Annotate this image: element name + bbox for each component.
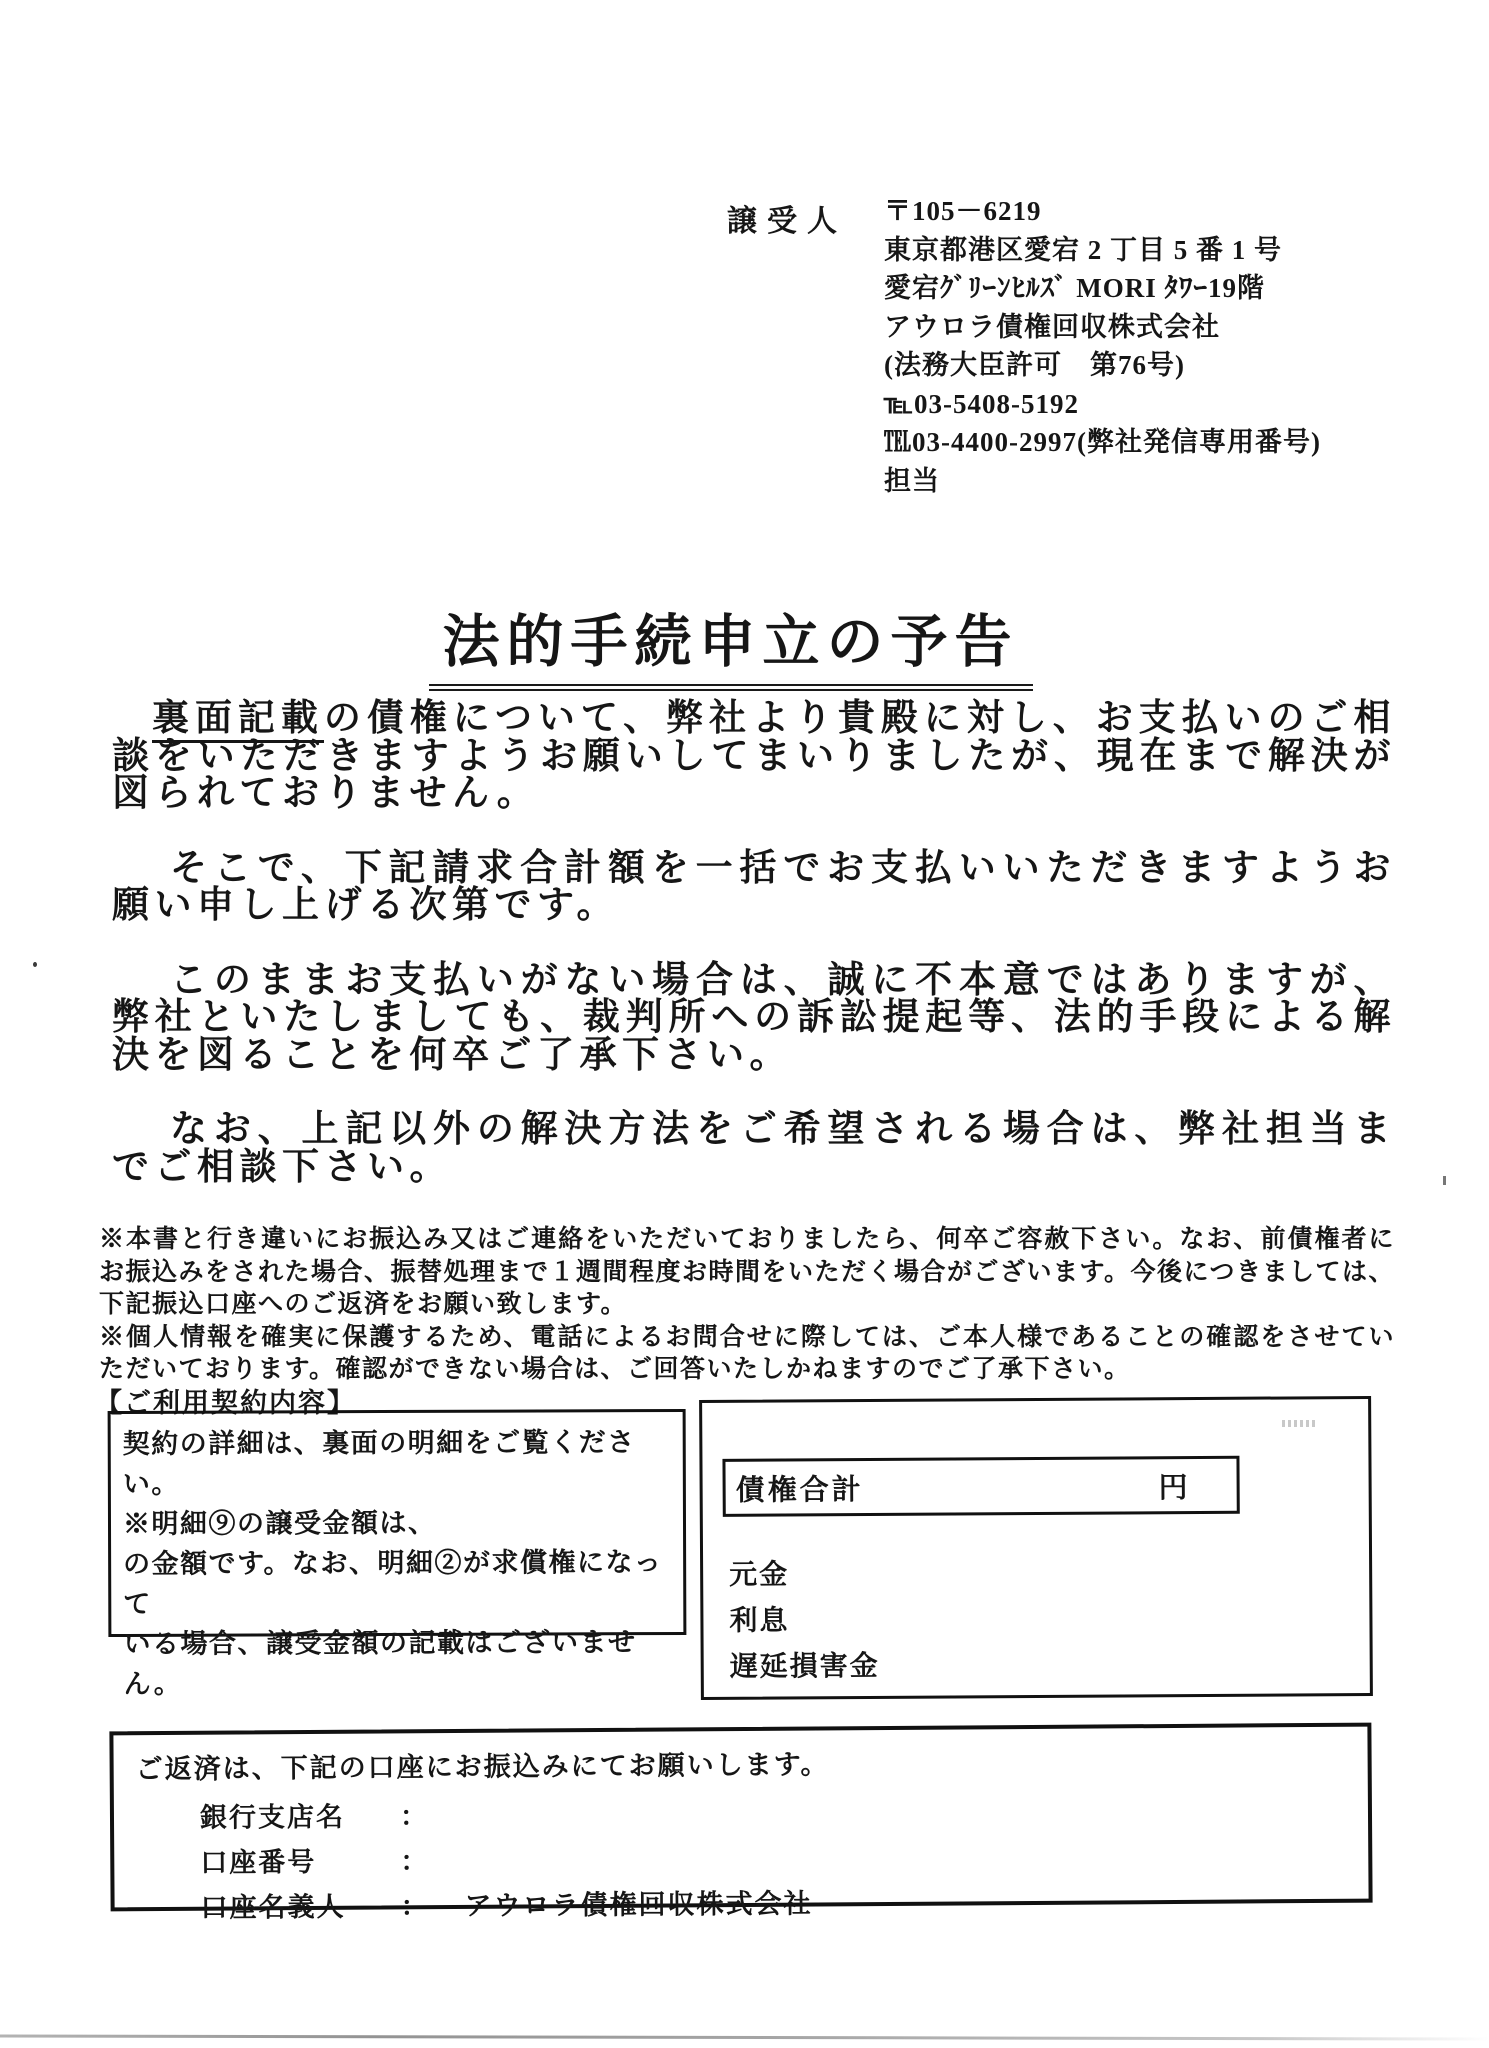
contract-detail-line: の金額です。なお、明細②が求償権になって [123,1547,663,1619]
claim-total-row [722,1456,1239,1517]
contract-detail-line: いる場合、譲受金額の記載はございません。 [123,1627,637,1699]
account-holder-label: 口座名義人 [200,1891,346,1923]
claim-item-late-damages: 遅延損害金 [729,1650,880,1683]
license-number: (法務大臣許可 第76号) [884,350,1185,380]
claim-item-interest: 利息 [729,1605,790,1637]
bank-branch-label: 銀行支店名 [199,1801,346,1833]
bank-transfer-box [109,1723,1372,1923]
scan-smudge [1282,1420,1316,1427]
company-name: アウロラ債権回収株式会社 [884,311,1220,342]
bank-branch-colon: ： [399,1801,430,1832]
account-number-label: 口座番号 [200,1846,317,1878]
contract-detail-box [108,1409,687,1699]
paragraph-3: このままお支払いがない場合は、誠に不本意ではありますが、弊社といたしましても、裁判所への訴訟提起等、法的手段による解決を図ることを何卒ご了承下さい。 [112,959,1396,1076]
contract-section-heading: 【ご利用契約内容】 [95,1388,356,1418]
paragraph-2: そこで、下記請求合計額を一括でお支払いいただきますようお願い申し上げる次第です。 [112,847,1396,926]
scan-edge-line [0,2034,1489,2040]
account-number-colon: ： [400,1846,430,1877]
contact-label: 担当 [884,465,940,496]
paragraph-4: なお、上記以外の解決方法をご希望される場合は、弊社担当までご相談下さい。 [112,1109,1396,1188]
postal-code: 〒105－6219 [884,196,1042,226]
bank-row-account-number [200,1837,1368,1876]
note-2: ※個人情報を確実に保護するため、電話によるお問合せに際しては、ご本人様であることの確認をさせていただいております。確認ができない場合は、ご回答いたしかねますのでご了承下さい。 [99,1323,1395,1383]
bank-intro-text: ご返済は、下記の口座にお振込みにてお願いします。 [135,1749,830,1785]
account-holder-colon: ： [400,1891,430,1922]
phone-number-1: ℡03-5408-5192 [884,388,1079,419]
underlined-phrase: 裏面記載 [152,698,324,743]
recipient-label: 譲受人 [727,205,847,238]
claim-total-label: 債権合計 [735,1473,864,1507]
claim-summary-box [699,1396,1373,1700]
title-row [0,596,1489,691]
claim-breakdown-list [729,1552,880,1691]
claim-item-principal: 元金 [729,1559,790,1591]
scan-speck [33,962,37,967]
page-title: 法的手続申立の予告 [429,596,1033,691]
sender-address-block [884,192,1321,500]
scan-speck [1443,1176,1446,1185]
bank-row-account-holder [200,1882,1368,1921]
phone-number-2: ℡03-4400-2997(弊社発信専用番号) [884,427,1321,457]
contract-detail-line: 契約の詳細は、裏面の明細をご覧ください。 [122,1427,636,1499]
bank-row-branch [200,1792,1368,1831]
account-holder-value: アウロラ債権回収株式会社 [464,1888,813,1921]
note-1: ※本書と行き違いにお振込み又はご連絡をいただいておりましたら、何卒ご容赦下さい。なお、前債権者にお振込みをされた場合、振替処理まで１週間程度お時間をいただく場合がございます。今後につきましては、下記振込口座へのご返済をお願い致します。 [99,1226,1396,1318]
contract-detail-line: ※明細⑨の譲受金額は、 [122,1507,437,1539]
letter-body [112,700,1396,1223]
address-line1: 東京都港区愛宕 2 丁目 5 番 1 号 [884,234,1282,265]
fine-print-notes [99,1224,1395,1387]
address-line2: 愛宕ｸﾞﾘｰﾝﾋﾙｽﾞ MORI ﾀﾜｰ19階 [884,273,1265,303]
paragraph-1-text: の債権について、弊社より貴殿に対し、お支払いのご相談をいただきますようお願いしてまいりましたが、現在まで解決が図られておりません。 [112,698,1396,814]
paragraph-1 [112,700,1396,813]
currency-label: 円 [1158,1471,1191,1504]
